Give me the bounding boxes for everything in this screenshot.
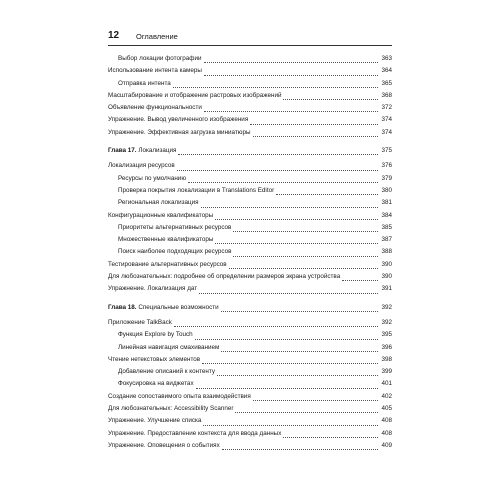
page-ref: 390: [381, 260, 392, 268]
page-ref: 391: [381, 285, 392, 293]
page-title: Оглавление: [136, 32, 178, 41]
page-ref: 374: [381, 128, 392, 136]
toc-entry: [108, 210, 392, 222]
entry-title: Конфигурационные квалификаторы: [108, 211, 214, 219]
toc-entry: [108, 53, 392, 65]
leader-dots: [276, 193, 378, 195]
leader-dots: [217, 374, 378, 376]
entry-title: Упражнение. Предоставление контекста для ввода данных: [108, 429, 282, 437]
page-ref: 372: [381, 104, 392, 112]
table-of-contents: [108, 53, 392, 452]
entry-title: Приоритеты альтернативных ресурсов: [118, 223, 232, 231]
toc-entry: [108, 102, 392, 114]
entry-title: Упражнение. Вывод увеличенного изображения: [108, 116, 249, 124]
toc-entry: [108, 428, 392, 440]
toc-entry: [108, 317, 392, 329]
page-ref: 401: [381, 380, 392, 388]
page-ref: 408: [381, 417, 392, 425]
toc-entry: [108, 329, 392, 341]
chapter-title: Локализация: [138, 147, 177, 155]
toc-section-18: [108, 317, 392, 452]
toc-entry: [108, 366, 392, 378]
leader-dots: [188, 181, 378, 183]
page-ref: 379: [381, 174, 392, 182]
entry-title: Выбор локации фотографии: [118, 55, 202, 62]
toc-entry: [108, 65, 392, 77]
chapter-18-heading: [108, 302, 392, 314]
page-ref: 388: [381, 248, 392, 256]
leader-dots: [222, 448, 378, 450]
toc-entry: [108, 173, 392, 185]
entry-title: Приложение TalkBack: [108, 318, 172, 326]
entry-title: Использование интента камеры: [108, 67, 202, 75]
toc-entry: [108, 234, 392, 246]
page-ref: 364: [381, 67, 392, 75]
leader-dots: [174, 325, 378, 327]
page-ref: 402: [381, 392, 392, 400]
chapter-label: Глава 17.: [108, 147, 137, 155]
toc-entry: [108, 78, 392, 90]
page-ref: 374: [381, 116, 392, 124]
entry-title: Локализация ресурсов: [108, 162, 175, 170]
leader-dots: [250, 123, 378, 125]
leader-dots: [199, 292, 378, 294]
leader-dots: [201, 206, 378, 208]
page-ref: 380: [381, 186, 392, 194]
page-header: [108, 29, 392, 46]
toc-entry: [108, 127, 392, 139]
entry-title: Масштабирование и отображение растровых изображений: [108, 91, 282, 99]
entry-title: Региональная локализация: [118, 199, 199, 207]
page-ref: 387: [381, 236, 392, 244]
toc-entry: [108, 271, 392, 283]
entry-title: Тестирование альтернативных ресурсов: [108, 260, 227, 268]
toc-entry: [108, 185, 392, 197]
leader-dots: [204, 74, 378, 76]
toc-section-17: [108, 160, 392, 295]
leader-dots: [221, 350, 378, 352]
page-ref: 385: [381, 223, 392, 231]
toc-entry: [108, 114, 392, 126]
leader-dots: [253, 399, 378, 401]
page-ref: 396: [381, 343, 392, 351]
page-ref: 409: [381, 441, 392, 449]
entry-title: Чтение нетекстовых элементов: [108, 355, 201, 363]
chapter-17-heading: [108, 145, 392, 157]
page-ref: 398: [381, 355, 392, 363]
page-ref: 365: [381, 79, 392, 87]
toc-entry: [108, 354, 392, 366]
leader-dots: [283, 436, 378, 438]
leader-dots: [173, 86, 378, 88]
entry-title: Упражнение. Улучшение списка: [108, 417, 202, 425]
toc-entry: [108, 90, 392, 102]
leader-dots: [215, 218, 378, 220]
leader-dots: [195, 338, 378, 340]
leader-dots: [215, 242, 378, 244]
toc-entry: [108, 246, 392, 258]
page-ref: 390: [381, 273, 392, 281]
page-ref: 395: [381, 331, 392, 339]
page-ref: 381: [381, 199, 392, 207]
entry-title: Создание сопоставимого опыта взаимодействия: [108, 392, 251, 400]
leader-dots: [283, 98, 378, 100]
toc-entry: [108, 259, 392, 271]
leader-dots: [202, 362, 378, 364]
leader-dots: [178, 153, 378, 155]
leader-dots: [235, 411, 378, 413]
toc-section-16-tail: [108, 53, 392, 139]
entry-title: Объявление функциональности: [108, 104, 202, 112]
page-ref: 392: [381, 303, 392, 311]
leader-dots: [177, 169, 378, 171]
entry-title: Проверка покрытия локализации в Translations Editor: [118, 186, 275, 194]
leader-dots: [233, 230, 378, 232]
entry-title: Фокусировка на виджетах: [118, 380, 194, 388]
entry-title: Упражнение. Эффективная загрузка миниатюры: [108, 128, 251, 136]
page-ref: 363: [381, 55, 392, 62]
toc-entry: [108, 342, 392, 354]
toc-entry: [108, 160, 392, 172]
toc-entry: [108, 403, 392, 415]
chapter-label: Глава 18.: [108, 303, 137, 311]
page-ref: 408: [381, 429, 392, 437]
page-ref: 375: [381, 147, 392, 155]
entry-title: Линейная навигация смахиванием: [118, 343, 220, 351]
leader-dots: [221, 310, 378, 312]
entry-title: Упражнение. Локализация дат: [108, 285, 198, 293]
toc-entry: [108, 222, 392, 234]
page-ref: 368: [381, 91, 392, 99]
leader-dots: [342, 279, 378, 281]
entry-title: Упражнение. Оповещения о событиях: [108, 441, 220, 449]
page-number: 12: [108, 30, 120, 41]
entry-title: Ресурсы по умолчанию: [118, 174, 187, 182]
page-ref: 399: [381, 368, 392, 376]
toc-entry: [108, 440, 392, 452]
entry-title: Функция Explore by Touch: [118, 331, 193, 339]
entry-title: Поиск наиболее подходящих ресурсов: [118, 248, 232, 256]
leader-dots: [253, 135, 378, 137]
entry-title: Отправка интента: [118, 79, 171, 87]
chapter-title: Специальные возможности: [138, 303, 219, 311]
page-ref: 392: [381, 318, 392, 326]
toc-entry: [108, 197, 392, 209]
entry-title: Для любознательных: подробнее об определении размеров экрана устройства: [108, 273, 341, 281]
leader-dots: [203, 424, 378, 426]
toc-entry: [108, 283, 392, 295]
leader-dots: [204, 61, 379, 63]
leader-dots: [229, 267, 378, 269]
toc-entry: [108, 415, 392, 427]
leader-dots: [233, 255, 378, 257]
toc-entry: [108, 391, 392, 403]
toc-entry: [108, 378, 392, 390]
entry-title: Множественные квалификаторы: [118, 236, 214, 244]
entry-title: Добавление описаний к контенту: [118, 368, 215, 376]
page-ref: 384: [381, 211, 392, 219]
page-ref: 405: [381, 405, 392, 413]
page-ref: 376: [381, 162, 392, 170]
leader-dots: [204, 110, 378, 112]
entry-title: Для любознательных: Accessibility Scanner: [108, 405, 234, 413]
leader-dots: [196, 387, 378, 389]
